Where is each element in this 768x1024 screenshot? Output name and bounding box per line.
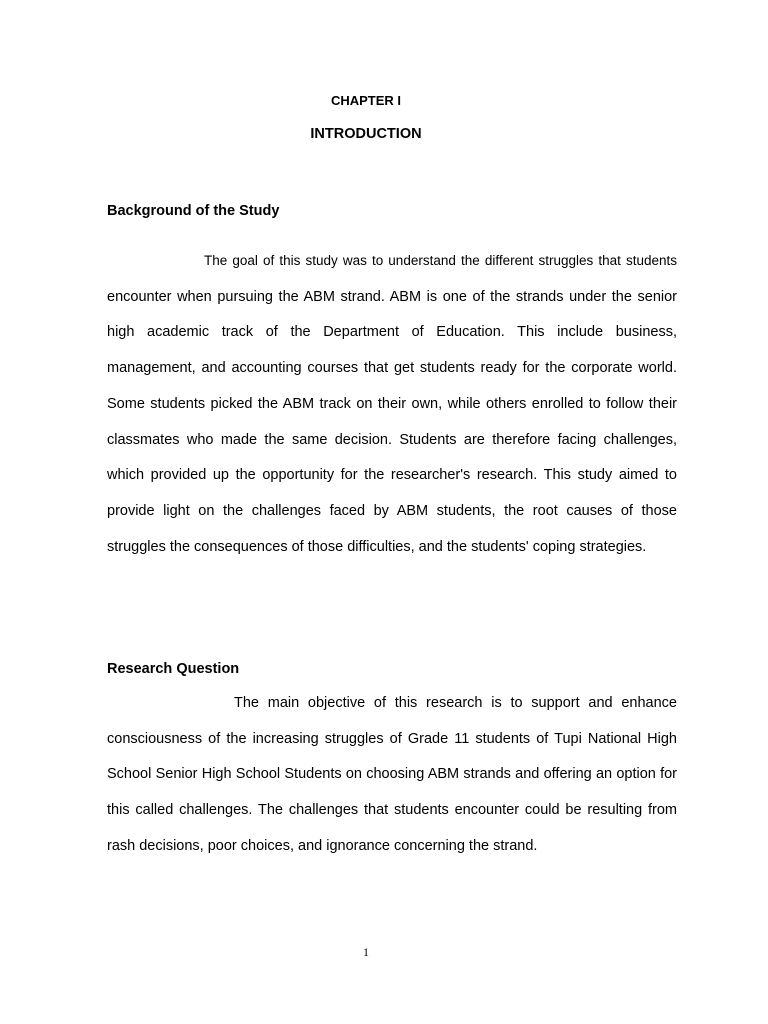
section-paragraph-research-question xyxy=(107,686,677,865)
paragraph-first-line: The main objective of this research is to support and enhance xyxy=(234,695,677,711)
paragraph-body: encounter when pursuing the ABM strand. ABM is one of the strands under the senior high academic track of the Department of Education. This include business, management, and accounting courses that get students ready for the corporate world. Some students picked the ABM track on their own, while others enrolled to follow their classmates who made the same decision. Students are therefore facing challenges, which provided up the opportunity for the researcher's research. This study aimed to provide light on the challenges faced by ABM students, the root causes of those struggles the consequences of those difficulties, and the students' coping strategies. xyxy=(107,288,677,555)
chapter-title: INTRODUCTION xyxy=(310,126,422,142)
chapter-label: CHAPTER I xyxy=(330,93,402,108)
paragraph-body: consciousness of the increasing struggles of Grade 11 students of Tupi National High School Senior High School Students on choosing ABM strands and offering an option for this called challenges. The challenges that students encounter could be resulting from rash decisions, poor choices, and ignorance concerning the strand. xyxy=(107,730,677,854)
section-heading-research-question: Research Question xyxy=(107,661,240,677)
paragraph-first-line: The goal of this study was to understand the different struggles that students xyxy=(204,253,677,268)
section-heading-background: Background of the Study xyxy=(107,203,280,219)
page-number: 1 xyxy=(363,945,369,959)
section-paragraph-background xyxy=(107,243,677,565)
